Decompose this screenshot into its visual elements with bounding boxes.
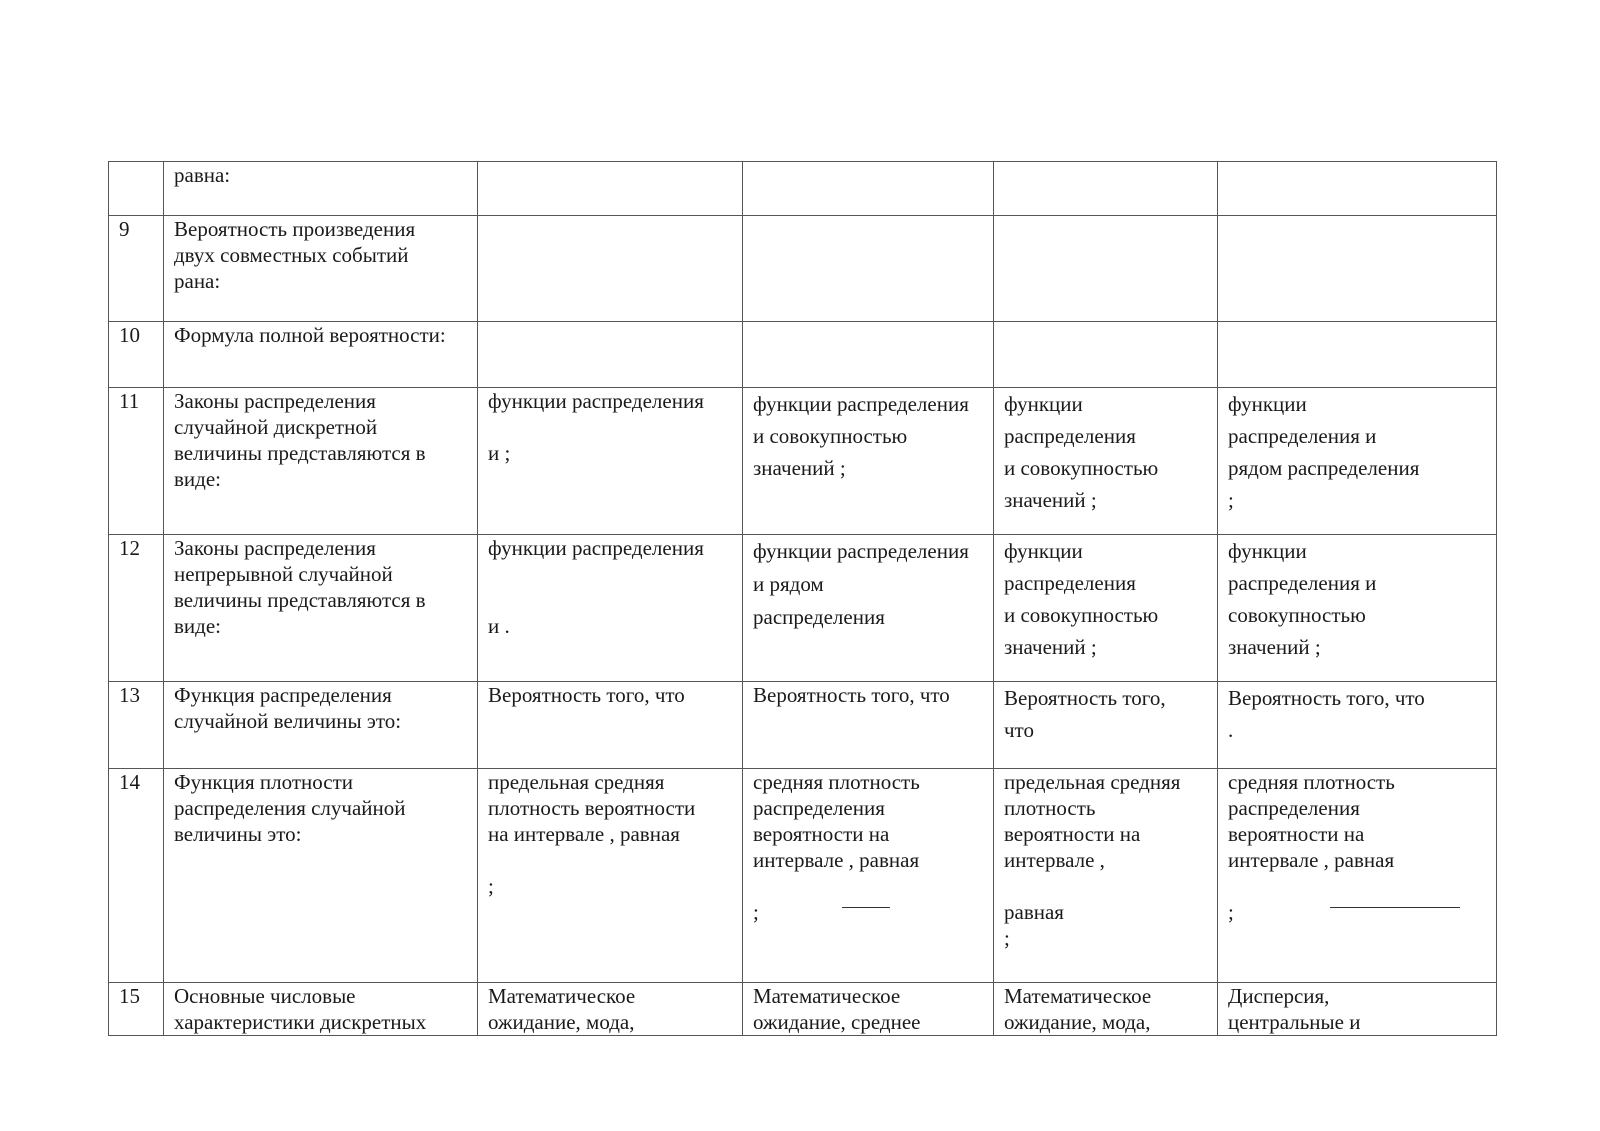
fraction-rule bbox=[842, 907, 890, 908]
row-number: 15 bbox=[109, 983, 164, 1036]
answer-cell-3: Вероятность того, что bbox=[994, 682, 1218, 769]
answer-cell-2: Вероятность того, что bbox=[743, 682, 994, 769]
question-cell: Законы распределения случайной дискретной величины представляются в виде: bbox=[164, 388, 478, 535]
row-number: 12 bbox=[109, 535, 164, 682]
answer-cell-3 bbox=[994, 162, 1218, 216]
answer-cell-1: Вероятность того, что bbox=[478, 682, 743, 769]
answer-cell-4 bbox=[1218, 216, 1497, 322]
answer-cell-1: Математическое ожидание, мода, bbox=[478, 983, 743, 1036]
answer-cell-2: функции распределения и рядом распределения bbox=[743, 535, 994, 682]
answer-cell-1: функции распределения и . bbox=[478, 535, 743, 682]
answer-cell-2: средняя плотность распределения вероятности на интервале , равная ; bbox=[743, 769, 994, 983]
row-number: 14 bbox=[109, 769, 164, 983]
question-cell: Основные числовые характеристики дискретных bbox=[164, 983, 478, 1036]
answer-cell-1 bbox=[478, 322, 743, 388]
question-cell: Функция распределения случайной величины это: bbox=[164, 682, 478, 769]
answer-cell-2: функции распределения и совокупностью значений ; bbox=[743, 388, 994, 535]
table-row bbox=[109, 769, 1497, 983]
answer-cell-4: средняя плотность распределения вероятности на интервале , равная ; bbox=[1218, 769, 1497, 983]
answer-cell-4 bbox=[1218, 322, 1497, 388]
answer-cell-3: функции распределения и совокупностью значений ; bbox=[994, 388, 1218, 535]
fraction-rule bbox=[1330, 907, 1460, 908]
answer-cell-4: Вероятность того, что . bbox=[1218, 682, 1497, 769]
answer-cell-3 bbox=[994, 216, 1218, 322]
answer-cell-4: Дисперсия, центральные и bbox=[1218, 983, 1497, 1036]
table-row bbox=[109, 535, 1497, 682]
answer-cell-4: функции распределения и рядом распределения ; bbox=[1218, 388, 1497, 535]
questions-table bbox=[108, 161, 1497, 1036]
answer-cell-4: функции распределения и совокупностью значений ; bbox=[1218, 535, 1497, 682]
answer-cell-3: функции распределения и совокупностью значений ; bbox=[994, 535, 1218, 682]
answer-cell-1: функции распределения и ; bbox=[478, 388, 743, 535]
answer-cell-2 bbox=[743, 216, 994, 322]
table-row bbox=[109, 682, 1497, 769]
answer-cell-2 bbox=[743, 322, 994, 388]
answer-cell-1: предельная средняя плотность вероятности на интервале , равная ; bbox=[478, 769, 743, 983]
question-cell: Функция плотности распределения случайной величины это: bbox=[164, 769, 478, 983]
row-number: 11 bbox=[109, 388, 164, 535]
table-row bbox=[109, 322, 1497, 388]
answer-cell-2: Математическое ожидание, среднее bbox=[743, 983, 994, 1036]
row-number: 13 bbox=[109, 682, 164, 769]
row-number bbox=[109, 162, 164, 216]
table-row bbox=[109, 162, 1497, 216]
answer-cell-1 bbox=[478, 162, 743, 216]
answer-cell-2 bbox=[743, 162, 994, 216]
question-cell: Формула полной вероятности: bbox=[164, 322, 478, 388]
question-cell: Законы распределения непрерывной случайной величины представляются в виде: bbox=[164, 535, 478, 682]
row-number: 10 bbox=[109, 322, 164, 388]
table-row bbox=[109, 983, 1497, 1036]
answer-cell-1 bbox=[478, 216, 743, 322]
table-row bbox=[109, 216, 1497, 322]
question-cell: Вероятность произведения двух совместных событий рана: bbox=[164, 216, 478, 322]
question-cell: равна: bbox=[164, 162, 478, 216]
answer-cell-3: Математическое ожидание, мода, bbox=[994, 983, 1218, 1036]
answer-cell-3 bbox=[994, 322, 1218, 388]
row-number: 9 bbox=[109, 216, 164, 322]
answer-cell-3: предельная средняя плотность вероятности на интервале , равная ; bbox=[994, 769, 1218, 983]
table-row bbox=[109, 388, 1497, 535]
answer-cell-4 bbox=[1218, 162, 1497, 216]
